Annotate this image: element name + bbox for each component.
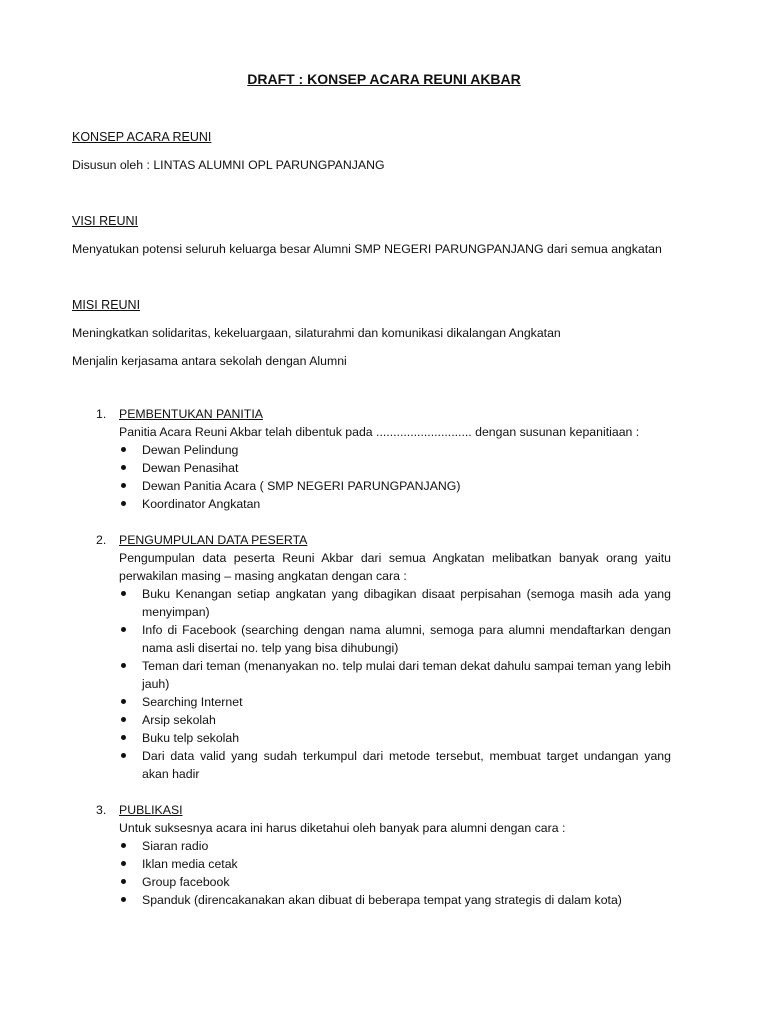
list-item: Buku telp sekolah <box>119 729 671 747</box>
section-heading: PENGUMPULAN DATA PESERTA <box>119 533 308 547</box>
visi-text: Menyatukan potensi seluruh keluarga besar Alumni SMP NEGERI PARUNGPANJANG dari semua angkatan <box>72 242 662 256</box>
list-item: Dari data valid yang sudah terkumpul dari metode tersebut, membuat target undangan yang akan hadir <box>119 747 671 783</box>
visi-heading: VISI REUNI <box>72 214 138 228</box>
list-item: Siaran radio <box>119 837 696 855</box>
section-pembentukan-panitia <box>96 405 696 513</box>
section-heading: PEMBENTUKAN PANITIA <box>119 407 263 421</box>
list-item: Group facebook <box>119 873 696 891</box>
section-number: 1. <box>96 407 107 421</box>
section-heading: PUBLIKASI <box>119 803 183 817</box>
konsep-heading: KONSEP ACARA REUNI <box>72 130 212 144</box>
list-item: Dewan Pelindung <box>119 441 696 459</box>
list-item: Searching Internet <box>119 693 671 711</box>
list-item: Koordinator Angkatan <box>119 495 696 513</box>
list-item: Buku Kenangan setiap angkatan yang dibagikan disaat perpisahan (semoga masih ada yang menyimpan) <box>119 585 671 621</box>
misi-line-1: Meningkatkan solidaritas, kekeluargaan, silaturahmi dan komunikasi dikalangan Angkatan <box>72 326 561 340</box>
section-number: 3. <box>96 803 107 817</box>
konsep-text: Disusun oleh : LINTAS ALUMNI OPL PARUNGPANJANG <box>72 158 385 172</box>
misi-heading: MISI REUNI <box>72 298 141 312</box>
section-number: 2. <box>96 533 107 547</box>
bullet-list <box>119 441 696 513</box>
list-item: Dewan Penasihat <box>119 459 696 477</box>
list-item: Dewan Panitia Acara ( SMP NEGERI PARUNGPANJANG) <box>119 477 696 495</box>
section-intro: Pengumpulan data peserta Reuni Akbar dari semua Angkatan melibatkan banyak orang yaitu perwakilan masing – masing angkatan dengan cara : <box>119 551 671 583</box>
list-item: Iklan media cetak <box>119 855 696 873</box>
section-intro: Panitia Acara Reuni Akbar telah dibentuk pada ............................ dengan susunan kepanitiaan : <box>119 425 640 439</box>
section-publikasi <box>96 801 696 909</box>
list-item: Teman dari teman (menanyakan no. telp mulai dari teman dekat dahulu sampai teman yang lebih jauh) <box>119 657 671 693</box>
list-item: Arsip sekolah <box>119 711 671 729</box>
section-intro: Untuk suksesnya acara ini harus diketahui oleh banyak para alumni dengan cara : <box>119 821 566 835</box>
bullet-list <box>119 585 671 783</box>
list-item: Info di Facebook (searching dengan nama alumni, semoga para alumni mendaftarkan dengan nama asli disertai no. telp yang bisa dihubungi) <box>119 621 671 657</box>
bullet-list <box>119 837 696 909</box>
section-pengumpulan-data <box>96 531 696 783</box>
misi-line-2: Menjalin kerjasama antara sekolah dengan Alumni <box>72 354 347 368</box>
document-title: DRAFT : KONSEP ACARA REUNI AKBAR <box>247 71 521 87</box>
list-item: Spanduk (direncakanakan akan dibuat di beberapa tempat yang strategis di dalam kota) <box>119 891 696 909</box>
